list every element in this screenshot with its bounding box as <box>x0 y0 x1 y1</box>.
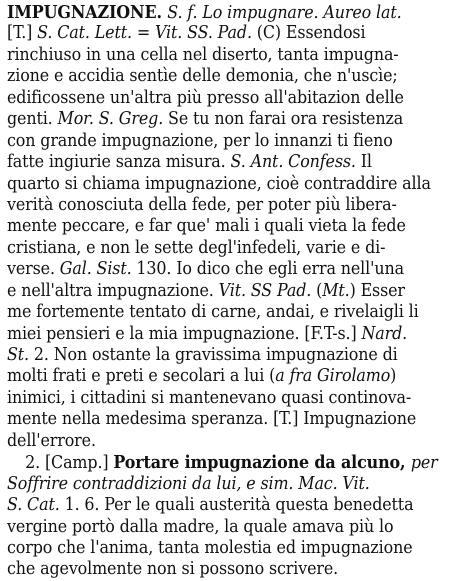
entry-line <box>7 495 422 516</box>
plain-text: 1. 6. Per le quali austerità questa benedetta <box>64 495 414 516</box>
plain-text: me fortemente tentato di carne, andai, e rivelaigli li <box>7 302 419 323</box>
plain-text: genti. <box>7 109 58 130</box>
plain-text: miei pensieri e la mia impugnazione. [F.T-s.] <box>7 323 362 344</box>
plain-text: Il <box>360 152 372 173</box>
plain-text: 130. Io dico che egli erra nell'una <box>136 259 404 280</box>
entry-line <box>7 474 422 495</box>
entry-line <box>7 409 422 430</box>
entry-line <box>7 109 422 130</box>
italic-text: per <box>410 453 438 474</box>
entry-line <box>7 152 422 173</box>
entry-line <box>7 88 422 109</box>
entry-line <box>7 345 422 366</box>
entry-line <box>7 388 422 409</box>
entry-line <box>7 2 422 23</box>
italic-text: S. Ant. Confess. <box>230 152 361 173</box>
italic-text: Mt. <box>322 280 350 301</box>
plain-text: mente peccare, e far que' mali i quali vieta la fede <box>7 216 406 237</box>
plain-text: mente nella medesima speranza. [T.] Impugnazione <box>7 409 417 430</box>
plain-text: ) Esser <box>349 280 405 301</box>
plain-text: vergine portò dalla madre, la quale amava più lo <box>7 516 394 537</box>
plain-text: Se tu non farai ora resistenza <box>168 109 404 130</box>
italic-text: Mor. S. Greg. <box>57 109 169 130</box>
plain-text: verse. <box>7 259 60 280</box>
plain-text: edificossene un'altra più presso all'abitazion delle <box>7 87 404 108</box>
italic-text: St. <box>7 345 34 365</box>
plain-text: [T.] <box>7 23 38 44</box>
italic-text: Gal. Sist. <box>59 259 137 280</box>
entry-line <box>7 66 422 87</box>
entry-line <box>7 366 422 387</box>
entry-line <box>7 259 422 280</box>
entry-line <box>7 195 422 216</box>
entry-line <box>7 23 422 44</box>
entry-line <box>7 238 422 259</box>
plain-text: e nell'altra impugnazione. <box>7 280 219 301</box>
dictionary-entry <box>7 2 466 581</box>
entry-line <box>7 131 422 152</box>
plain-text: molti frati e preti e secolari a lui ( <box>7 366 276 387</box>
plain-text: ) <box>390 366 397 387</box>
entry-line <box>7 452 438 474</box>
plain-text: ( <box>316 280 323 301</box>
entry-line <box>7 517 422 538</box>
plain-text: inimici, i cittadini si mantenevano quasi continova- <box>7 387 412 408</box>
italic-text: a fra Girolamo <box>275 366 391 387</box>
plain-text: cristiana, e non le sette degl'infedeli, varie e di- <box>7 237 386 258</box>
entry-line <box>7 216 422 237</box>
plain-text: rinchiuso in una cella nel diserto, tanta impugna- <box>7 44 399 65</box>
plain-text: verità conosciuta della fede, per poter più libera- <box>7 194 397 215</box>
entry-line <box>7 302 422 323</box>
italic-text: Vit. SS Pad. <box>218 280 317 301</box>
plain-text: 2. [Camp.] <box>25 453 114 474</box>
plain-text: 2. Non ostante la gravissima impugnazione di <box>33 345 398 365</box>
plain-text: fatte ingiurie sanza misura. <box>7 152 231 173</box>
plain-text: che agevolmente non si possono scrivere. <box>7 559 339 580</box>
italic-text: S. Cat. <box>7 495 65 516</box>
entry-line <box>7 431 422 452</box>
italic-text: S. Cat. Lett. <box>37 23 137 44</box>
italic-text: S. f. Lo impugnare. Aureo lat. <box>167 3 402 23</box>
plain-text: con grande impugnazione, per lo innanzi ti fieno <box>7 130 393 151</box>
plain-text: corpo che l'anima, tanta molestia ed impugnazione <box>7 537 413 558</box>
bold-text: Portare impugnazione da alcuno, <box>113 452 411 474</box>
plain-text: = <box>136 23 155 44</box>
entry-line <box>7 281 422 302</box>
plain-text: quarto si chiama impugnazione, cioè contraddire alla <box>7 173 431 194</box>
entry-line <box>7 45 422 66</box>
entry-line <box>7 538 422 559</box>
plain-text: (C) Essendosi <box>256 23 366 44</box>
headword: IMPUGNAZIONE. <box>7 2 168 23</box>
italic-text: Soffrire contraddizioni da lui, e sim. Mac. Vit. <box>7 473 370 494</box>
plain-text: dell'errore. <box>7 430 96 451</box>
plain-text: zione e accidia sentìe delle demonia, che n'uscìe; <box>7 66 398 87</box>
italic-text: Vit. SS. Pad. <box>154 23 257 44</box>
entry-line <box>7 173 431 195</box>
entry-line <box>7 324 422 345</box>
italic-text: Nard. <box>361 323 408 344</box>
